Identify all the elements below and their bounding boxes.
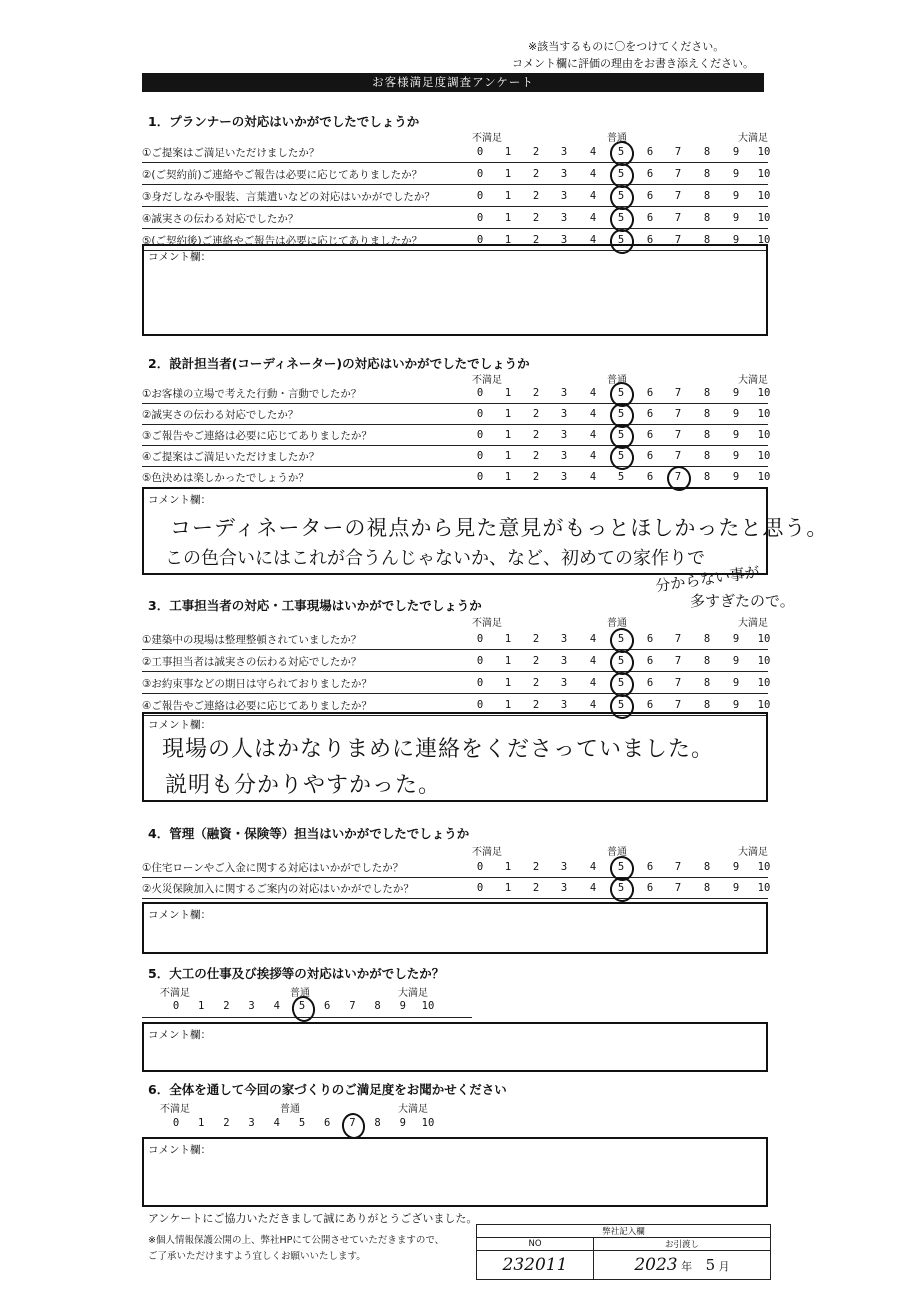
- rating-option-7[interactable]: 7: [674, 168, 682, 180]
- month-unit: 月: [718, 1260, 730, 1273]
- scale-mid-label: 普通: [607, 375, 627, 386]
- rating-option-6[interactable]: 6: [646, 699, 654, 711]
- rating-option-9[interactable]: 9: [732, 408, 740, 420]
- rating-option-2[interactable]: 2: [532, 234, 540, 246]
- rating-option-6[interactable]: 6: [646, 408, 654, 420]
- rating-option-9[interactable]: 9: [732, 429, 740, 441]
- rating-option-4[interactable]: 4: [589, 861, 597, 873]
- rating-option-6[interactable]: 6: [646, 655, 654, 667]
- rating-option-5[interactable]: 5: [617, 408, 625, 420]
- comment-label: コメント欄：: [148, 251, 211, 263]
- section-5-title: 5．大工の仕事及び挨拶等の対応はいかがでしたか？: [148, 966, 445, 981]
- rating-option-4[interactable]: 4: [589, 387, 597, 399]
- rating-option-7[interactable]: 7: [674, 677, 682, 689]
- question-row: [142, 426, 771, 446]
- rating-option-4[interactable]: 4: [589, 408, 597, 420]
- rating-option-1[interactable]: 1: [504, 655, 512, 667]
- survey-title: お客様満足度調査アンケート: [142, 73, 764, 92]
- rating-option-6[interactable]: 6: [646, 677, 654, 689]
- rating-option-10[interactable]: 10: [757, 450, 771, 462]
- rating-option-0[interactable]: 0: [172, 1000, 180, 1012]
- rating-option-7[interactable]: 7: [674, 429, 682, 441]
- rating-option-3[interactable]: 3: [560, 882, 568, 894]
- rating-option-10[interactable]: 10: [757, 168, 771, 180]
- section-6-title: 6．全体を通して今回の家づくりのご満足度をお聞かせください: [148, 1082, 507, 1097]
- handwritten-comment-line: この色合いにはこれが合うんじゃないか、など、初めての家作りで: [165, 548, 705, 569]
- section-2-title: 2．設計担当者(コーディネーター)の対応はいかがでしたでしょうか: [148, 356, 530, 371]
- rating-option-8[interactable]: 8: [703, 190, 711, 202]
- scale-mid-label: 普通: [290, 988, 310, 999]
- rating-option-10[interactable]: 10: [757, 471, 771, 483]
- rating-option-6[interactable]: 6: [646, 146, 654, 158]
- rating-option-9[interactable]: 9: [399, 1117, 406, 1129]
- rating-option-7[interactable]: 7: [674, 471, 682, 483]
- rating-option-10[interactable]: 10: [757, 190, 771, 202]
- rating-option-1[interactable]: 1: [504, 190, 512, 202]
- question-row: [142, 879, 771, 899]
- section-4-title: 4．管理（融資・保険等）担当はいかがでしたでしょうか: [148, 826, 470, 841]
- rating-option-3[interactable]: 3: [560, 655, 568, 667]
- rating-option-9[interactable]: 9: [732, 450, 740, 462]
- question-row: [142, 674, 771, 694]
- rating-option-4[interactable]: 4: [589, 655, 597, 667]
- question-text: ③身だしなみや服装、言葉遣いなどの対応はいかがでしたか？: [142, 191, 435, 203]
- scale-high-label: 大満足: [738, 133, 768, 144]
- rating-option-9[interactable]: 9: [732, 677, 740, 689]
- section-5-comment-box[interactable]: [142, 1022, 768, 1072]
- rating-option-1[interactable]: 1: [198, 1117, 205, 1129]
- rating-option-6[interactable]: 6: [646, 168, 654, 180]
- rating-option-3[interactable]: 3: [560, 212, 568, 224]
- handwritten-comment-line: 説明も分かりやすかった。: [165, 773, 442, 798]
- rating-option-8[interactable]: 8: [703, 146, 711, 158]
- rating-option-0[interactable]: 0: [476, 882, 484, 894]
- rating-option-9[interactable]: 9: [732, 633, 740, 645]
- question-row: [142, 468, 771, 488]
- rating-option-10[interactable]: 10: [757, 146, 771, 158]
- rating-option-9[interactable]: 9: [732, 212, 740, 224]
- rating-option-1[interactable]: 1: [504, 168, 512, 180]
- rating-option-3[interactable]: 3: [560, 861, 568, 873]
- rating-option-6[interactable]: 6: [646, 882, 654, 894]
- comment-label: コメント欄：: [148, 494, 211, 506]
- question-text: ④ご報告やご連絡は必要に応じてありましたか？: [142, 700, 372, 712]
- rating-option-6[interactable]: 6: [646, 861, 654, 873]
- rating-option-2[interactable]: 2: [532, 429, 540, 441]
- rating-option-9[interactable]: 9: [399, 1000, 406, 1012]
- section-3-title: 3．工事担当者の対応・工事現場はいかがでしたでしょうか: [148, 598, 482, 613]
- rating-option-1[interactable]: 1: [504, 429, 512, 441]
- question-row: [142, 384, 771, 404]
- rating-option-2[interactable]: 2: [532, 655, 540, 667]
- rating-option-6[interactable]: 6: [324, 1000, 331, 1012]
- comment-label: コメント欄：: [148, 909, 211, 921]
- rating-option-4[interactable]: 4: [589, 633, 597, 645]
- rating-option-1[interactable]: 1: [504, 408, 512, 420]
- question-row: [142, 858, 771, 878]
- rating-option-0[interactable]: 0: [476, 450, 484, 462]
- scale-low-label: 不満足: [472, 133, 502, 144]
- section-4-scale-header: [142, 841, 768, 859]
- rating-option-8[interactable]: 8: [703, 408, 711, 420]
- scale-low-label: 不満足: [472, 618, 502, 629]
- rating-option-0[interactable]: 0: [476, 699, 484, 711]
- rating-option-5[interactable]: 5: [617, 655, 625, 667]
- rating-option-8[interactable]: 8: [703, 234, 711, 246]
- rating-option-0[interactable]: 0: [476, 168, 484, 180]
- rating-option-7[interactable]: 7: [349, 1117, 356, 1129]
- scale-mid-label: 普通: [607, 133, 627, 144]
- rating-option-6[interactable]: 6: [646, 450, 654, 462]
- scale-low-label: 不満足: [472, 847, 502, 858]
- rating-option-3[interactable]: 3: [560, 190, 568, 202]
- question-row: [142, 165, 771, 185]
- rating-option-5[interactable]: 5: [617, 882, 625, 894]
- privacy-note-1: ※個人情報保護公開の上、弊社HPにて公開させていただきますので、: [148, 1235, 445, 1246]
- rating-option-4[interactable]: 4: [589, 212, 597, 224]
- scale-low-label: 不満足: [160, 1104, 190, 1115]
- selected-score-circle: [608, 875, 637, 904]
- rating-option-5[interactable]: 5: [617, 429, 625, 441]
- rating-option-1[interactable]: 1: [504, 146, 512, 158]
- rating-option-3[interactable]: 3: [248, 1117, 255, 1129]
- rating-option-3[interactable]: 3: [560, 146, 568, 158]
- rating-option-8[interactable]: 8: [703, 882, 711, 894]
- rating-option-10[interactable]: 10: [757, 633, 771, 645]
- rating-option-8[interactable]: 8: [374, 1117, 381, 1129]
- instruction-note-1: ※該当するものに〇をつけてください。: [528, 40, 725, 53]
- rating-option-5[interactable]: 5: [298, 1117, 306, 1129]
- rating-option-1[interactable]: 1: [504, 212, 512, 224]
- rating-option-3[interactable]: 3: [248, 1000, 255, 1012]
- rating-option-1[interactable]: 1: [504, 882, 512, 894]
- question-text: ①住宅ローンやご入金に関する対応はいかがでしたか？: [142, 862, 404, 874]
- section-4-comment-box[interactable]: [142, 902, 768, 954]
- scale-mid-label: 普通: [607, 618, 627, 629]
- rating-option-4[interactable]: 4: [589, 234, 597, 246]
- rating-option-8[interactable]: 8: [703, 471, 711, 483]
- rating-option-9[interactable]: 9: [732, 882, 740, 894]
- handover-year: 2023: [634, 1255, 678, 1275]
- rating-option-10[interactable]: 10: [757, 882, 771, 894]
- rating-option-0[interactable]: 0: [476, 677, 484, 689]
- rating-option-8[interactable]: 8: [703, 212, 711, 224]
- rating-option-5[interactable]: 5: [617, 234, 625, 246]
- scale-high-label: 大満足: [398, 988, 428, 999]
- rating-option-0[interactable]: 0: [476, 408, 484, 420]
- rating-option-3[interactable]: 3: [560, 699, 568, 711]
- rating-option-2[interactable]: 2: [532, 882, 540, 894]
- rating-option-0[interactable]: 0: [476, 387, 484, 399]
- rating-option-6[interactable]: 6: [646, 471, 654, 483]
- question-text: ③ご報告やご連絡は必要に応じてありましたか？: [142, 430, 372, 442]
- question-text: ③お約束事などの期日は守られておりましたか？: [142, 678, 372, 690]
- rating-option-10[interactable]: 10: [757, 429, 771, 441]
- rating-option-2[interactable]: 2: [532, 408, 540, 420]
- comment-label: コメント欄：: [148, 1144, 211, 1156]
- rating-option-9[interactable]: 9: [732, 861, 740, 873]
- rating-option-9[interactable]: 9: [732, 655, 740, 667]
- rating-option-8[interactable]: 8: [703, 387, 711, 399]
- rating-option-3[interactable]: 3: [560, 234, 568, 246]
- question-text: ②工事担当者は誠実さの伝わる対応でしたか？: [142, 656, 362, 668]
- rating-option-0[interactable]: 0: [476, 146, 484, 158]
- rating-option-0[interactable]: 0: [172, 1117, 180, 1129]
- question-row: [142, 405, 771, 425]
- rating-option-7[interactable]: 7: [674, 861, 682, 873]
- rating-option-5[interactable]: 5: [617, 471, 625, 483]
- rating-option-6[interactable]: 6: [324, 1117, 331, 1129]
- rating-option-7[interactable]: 7: [674, 190, 682, 202]
- question-row: [142, 187, 771, 207]
- question-text: ④誠実さの伝わる対応でしたか？: [142, 213, 299, 225]
- rating-option-6[interactable]: 6: [646, 190, 654, 202]
- survey-number: 232011: [477, 1251, 594, 1280]
- rating-option-7[interactable]: 7: [674, 234, 682, 246]
- rating-option-2[interactable]: 2: [532, 387, 540, 399]
- rating-option-3[interactable]: 3: [560, 168, 568, 180]
- rating-option-2[interactable]: 2: [532, 471, 540, 483]
- rating-option-7[interactable]: 7: [674, 212, 682, 224]
- question-row: [142, 143, 771, 163]
- rating-option-8[interactable]: 8: [703, 450, 711, 462]
- scale-mid-label: 普通: [280, 1104, 300, 1115]
- rating-option-9[interactable]: 9: [732, 146, 740, 158]
- rating-option-2[interactable]: 2: [532, 699, 540, 711]
- rating-option-7[interactable]: 7: [674, 450, 682, 462]
- rating-option-2[interactable]: 2: [532, 190, 540, 202]
- question-row: [142, 630, 771, 650]
- rating-option-7[interactable]: 7: [674, 882, 682, 894]
- rating-option-2[interactable]: 2: [532, 146, 540, 158]
- rating-option-9[interactable]: 9: [732, 699, 740, 711]
- rating-option-9[interactable]: 9: [732, 234, 740, 246]
- rating-option-4[interactable]: 4: [589, 429, 597, 441]
- question-text: ①お客様の立場で考えた行動・言動でしたか？: [142, 388, 362, 400]
- rating-option-8[interactable]: 8: [703, 677, 711, 689]
- rating-option-10[interactable]: 10: [757, 677, 771, 689]
- rating-option-3[interactable]: 3: [560, 677, 568, 689]
- rating-option-1[interactable]: 1: [504, 387, 512, 399]
- year-unit: 年: [681, 1260, 693, 1273]
- no-column-header: NO: [477, 1238, 594, 1251]
- rating-option-7[interactable]: 7: [674, 146, 682, 158]
- handwritten-comment-line: 現場の人はかなりまめに連絡をくださっていました。: [162, 737, 715, 762]
- scale-low-label: 不満足: [160, 988, 190, 999]
- rating-option-4[interactable]: 4: [589, 882, 597, 894]
- section-1-title: 1．プランナーの対応はいかがでしたでしょうか: [148, 114, 420, 129]
- handwritten-comment-line: コーディネーターの視点から見た意見がもっとほしかったと思う。: [170, 516, 829, 540]
- rating-option-8[interactable]: 8: [703, 429, 711, 441]
- rating-option-5[interactable]: 5: [617, 699, 625, 711]
- rating-option-10[interactable]: 10: [757, 408, 771, 420]
- rating-option-3[interactable]: 3: [560, 387, 568, 399]
- office-use-table: [476, 1224, 771, 1280]
- rating-option-1[interactable]: 1: [198, 1000, 205, 1012]
- rating-option-10[interactable]: 10: [757, 212, 771, 224]
- rating-option-9[interactable]: 9: [732, 190, 740, 202]
- rating-option-5[interactable]: 5: [617, 146, 625, 158]
- rating-option-1[interactable]: 1: [504, 633, 512, 645]
- rating-option-3[interactable]: 3: [560, 471, 568, 483]
- rating-option-10[interactable]: 10: [757, 234, 771, 246]
- rating-option-2[interactable]: 2: [532, 168, 540, 180]
- rating-option-6[interactable]: 6: [646, 212, 654, 224]
- rating-option-0[interactable]: 0: [476, 429, 484, 441]
- rating-option-1[interactable]: 1: [504, 677, 512, 689]
- question-text: ①ご提案はご満足いただけましたか？: [142, 147, 320, 159]
- rating-option-0[interactable]: 0: [476, 655, 484, 667]
- rating-option-0[interactable]: 0: [476, 861, 484, 873]
- rating-option-0[interactable]: 0: [476, 212, 484, 224]
- rating-option-10[interactable]: 10: [757, 699, 771, 711]
- rating-option-4[interactable]: 4: [589, 190, 597, 202]
- rating-option-8[interactable]: 8: [703, 699, 711, 711]
- rating-option-1[interactable]: 1: [504, 861, 512, 873]
- rating-option-5[interactable]: 5: [617, 190, 625, 202]
- rating-option-8[interactable]: 8: [703, 861, 711, 873]
- rating-option-5[interactable]: 5: [617, 212, 625, 224]
- rating-option-7[interactable]: 7: [674, 408, 682, 420]
- question-text: ⑤(ご契約後)ご連絡やご報告は必要に応じてありましたか？: [142, 235, 423, 247]
- question-text: ⑤色決めは楽しかったでしょうか？: [142, 472, 309, 484]
- office-header: 弊社記入欄: [477, 1225, 771, 1238]
- handover-month: 5: [705, 1256, 716, 1274]
- question-text: ④ご提案はご満足いただけましたか？: [142, 451, 320, 463]
- instruction-note-2: コメント欄に評価の理由をお書き添えください。: [512, 57, 754, 70]
- section-6-comment-box[interactable]: [142, 1137, 768, 1207]
- rating-option-9[interactable]: 9: [732, 471, 740, 483]
- rating-option-10[interactable]: 10: [757, 861, 771, 873]
- rating-option-4[interactable]: 4: [589, 471, 597, 483]
- rating-option-9[interactable]: 9: [732, 168, 740, 180]
- rating-option-8[interactable]: 8: [374, 1000, 381, 1012]
- rating-option-0[interactable]: 0: [476, 190, 484, 202]
- rating-option-5[interactable]: 5: [617, 633, 625, 645]
- rating-option-4[interactable]: 4: [589, 146, 597, 158]
- rating-option-3[interactable]: 3: [560, 633, 568, 645]
- thanks-message: アンケートにご協力いただきまして誠にありがとうございました。: [148, 1212, 478, 1225]
- privacy-note-2: ご了承いただけますよう宜しくお願いいたします。: [148, 1251, 366, 1262]
- rating-option-8[interactable]: 8: [703, 168, 711, 180]
- rating-option-0[interactable]: 0: [476, 633, 484, 645]
- rating-option-2[interactable]: 2: [532, 677, 540, 689]
- rating-option-4[interactable]: 4: [589, 677, 597, 689]
- rating-option-10[interactable]: 10: [421, 1000, 435, 1012]
- rating-option-1[interactable]: 1: [504, 450, 512, 462]
- rating-option-2[interactable]: 2: [532, 450, 540, 462]
- rating-option-1[interactable]: 1: [504, 234, 512, 246]
- comment-label: コメント欄：: [148, 1029, 211, 1041]
- rating-option-6[interactable]: 6: [646, 387, 654, 399]
- question-text: ②(ご契約前)ご連絡やご報告は必要に応じてありましたか？: [142, 169, 423, 181]
- rating-option-4[interactable]: 4: [273, 1117, 280, 1129]
- scale-high-label: 大満足: [738, 618, 768, 629]
- rating-option-10[interactable]: 10: [757, 387, 771, 399]
- rating-option-7[interactable]: 7: [674, 633, 682, 645]
- scale-mid-label: 普通: [607, 847, 627, 858]
- rating-option-10[interactable]: 10: [757, 655, 771, 667]
- rating-option-5[interactable]: 5: [617, 450, 625, 462]
- rating-option-2[interactable]: 2: [223, 1117, 230, 1129]
- rating-option-8[interactable]: 8: [703, 655, 711, 667]
- question-row: [142, 652, 771, 672]
- rating-option-6[interactable]: 6: [646, 633, 654, 645]
- handover-column-header: お引渡し: [594, 1238, 771, 1251]
- question-row: [142, 209, 771, 229]
- rating-option-5[interactable]: 5: [617, 861, 625, 873]
- section-1-comment-box[interactable]: [142, 244, 768, 336]
- handover-date: [594, 1251, 771, 1280]
- rating-option-0[interactable]: 0: [476, 234, 484, 246]
- rating-option-10[interactable]: 10: [421, 1117, 435, 1129]
- rating-option-5[interactable]: 5: [617, 677, 625, 689]
- rating-option-5[interactable]: 5: [617, 387, 625, 399]
- rating-option-2[interactable]: 2: [532, 212, 540, 224]
- rating-option-2[interactable]: 2: [223, 1000, 230, 1012]
- rating-option-4[interactable]: 4: [589, 168, 597, 180]
- rating-option-1[interactable]: 1: [504, 471, 512, 483]
- section-3-scale-header: [142, 612, 768, 630]
- scale-high-label: 大満足: [398, 1104, 428, 1115]
- rating-option-4[interactable]: 4: [589, 450, 597, 462]
- rating-option-9[interactable]: 9: [732, 387, 740, 399]
- question-text: ②誠実さの伝わる対応でしたか？: [142, 409, 299, 421]
- rating-option-0[interactable]: 0: [476, 471, 484, 483]
- rating-option-7[interactable]: 7: [674, 387, 682, 399]
- rating-option-4[interactable]: 4: [273, 1000, 280, 1012]
- rating-option-7[interactable]: 7: [349, 1000, 356, 1012]
- rating-option-8[interactable]: 8: [703, 633, 711, 645]
- scale-low-label: 不満足: [472, 375, 502, 386]
- rating-option-7[interactable]: 7: [674, 699, 682, 711]
- rating-option-1[interactable]: 1: [504, 699, 512, 711]
- rating-option-6[interactable]: 6: [646, 234, 654, 246]
- question-row: [142, 447, 771, 467]
- rating-option-4[interactable]: 4: [589, 699, 597, 711]
- rating-option-2[interactable]: 2: [532, 861, 540, 873]
- question-text: ②火災保険加入に関するご案内の対応はいかがでしたか？: [142, 883, 414, 895]
- scale-high-label: 大満足: [738, 847, 768, 858]
- rating-option-7[interactable]: 7: [674, 655, 682, 667]
- rating-option-3[interactable]: 3: [560, 450, 568, 462]
- rating-option-5[interactable]: 5: [298, 1000, 306, 1012]
- rating-option-3[interactable]: 3: [560, 408, 568, 420]
- comment-label: コメント欄：: [148, 719, 211, 731]
- question-text: ①建築中の現場は整理整頓されていましたか？: [142, 634, 362, 646]
- handwritten-comment-line: 多すぎたので。: [690, 592, 795, 610]
- rating-option-5[interactable]: 5: [617, 168, 625, 180]
- scale-high-label: 大満足: [738, 375, 768, 386]
- rating-option-6[interactable]: 6: [646, 429, 654, 441]
- rating-option-3[interactable]: 3: [560, 429, 568, 441]
- rating-option-2[interactable]: 2: [532, 633, 540, 645]
- handwritten-comment-line: 分からない事が: [654, 562, 761, 596]
